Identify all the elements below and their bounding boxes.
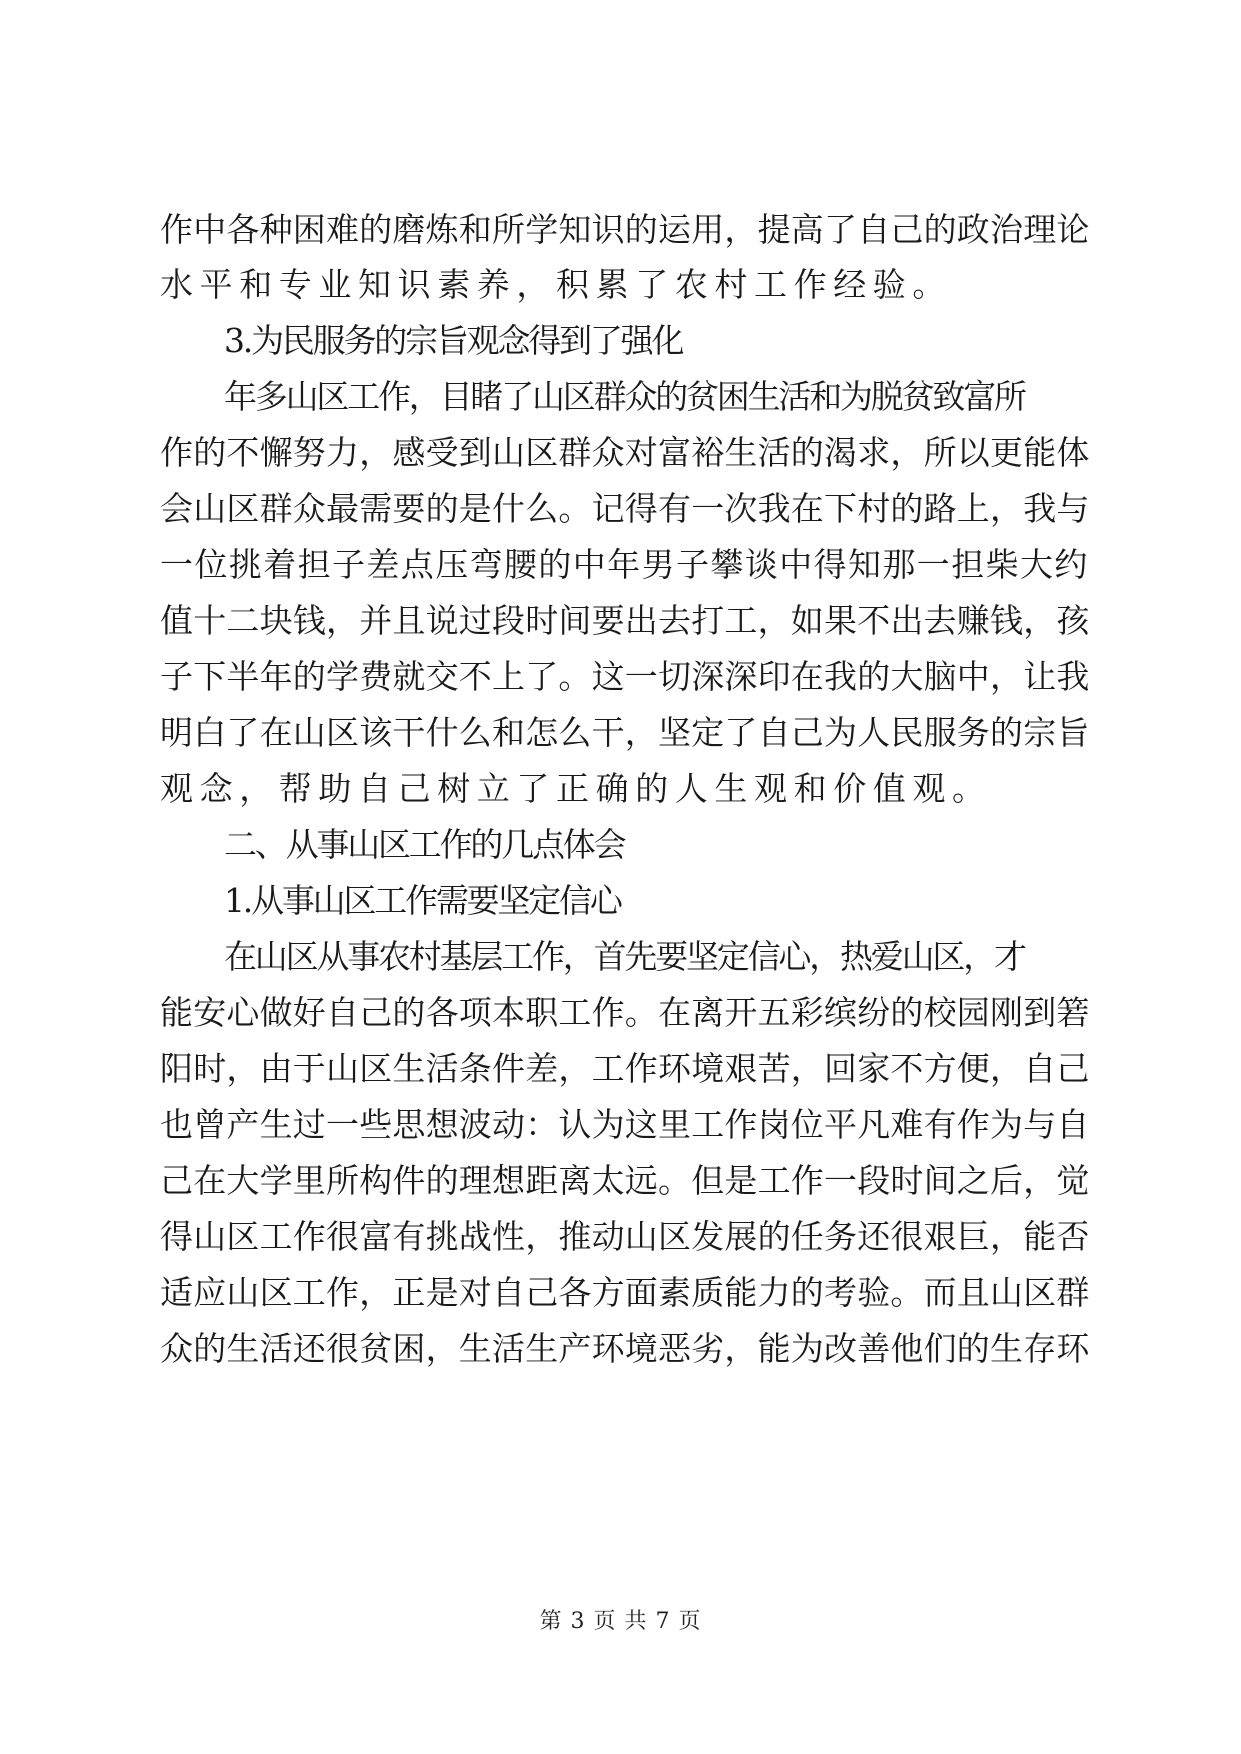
text-line: 子下半年的学费就交不上了。这一切深深印在我的大脑中，让我: [160, 657, 1090, 696]
page-number-footer: 第 3 页 共 7 页: [539, 1609, 702, 1634]
text-line: 水平和专业知识素养，积累了农村工作经验。: [160, 265, 952, 304]
section-subheading: 1.从事山区工作需要坚定信心: [224, 881, 621, 920]
text-line: 能安心做好自己的各项本职工作。在离开五彩缤纷的校园刚到箬: [160, 993, 1090, 1032]
text-line: 己在大学里所构件的理想距离太远。但是工作一段时间之后，觉: [160, 1161, 1090, 1200]
text-line: 也曾产生过一些思想波动：认为这里工作岗位平凡难有作为与自: [160, 1105, 1090, 1144]
text-line: 在山区从事农村基层工作，首先要坚定信心，热爱山区，才: [224, 937, 1025, 976]
text-line: 作中各种困难的磨炼和所学知识的运用，提高了自己的政治理论: [160, 210, 1090, 249]
text-line: 一位挑着担子差点压弯腰的中年男子攀谈中得知那一担柴大约: [160, 545, 1089, 584]
text-line: 会山区群众最需要的是什么。记得有一次我在下村的路上，我与: [160, 489, 1090, 528]
text-line: 观念，帮助自己树立了正确的人生观和价值观。: [160, 769, 992, 808]
text-line: 适应山区工作，正是对自己各方面素质能力的考验。而且山区群: [160, 1273, 1090, 1312]
text-line: 众的生活还很贫困，生活生产环境恶劣，能为改善他们的生存环: [160, 1329, 1090, 1368]
section-heading: 二、从事山区工作的几点体会: [224, 825, 625, 864]
section-subheading: 3.为民服务的宗旨观念得到了强化: [224, 321, 683, 360]
text-line: 作的不懈努力，感受到山区群众对富裕生活的渴求，所以更能体: [160, 433, 1090, 472]
text-line: 年多山区工作，目睹了山区群众的贫困生活和为脱贫致富所: [224, 377, 1025, 416]
text-line: 阳时，由于山区生活条件差，工作环境艰苦，回家不方便，自己: [160, 1049, 1090, 1088]
text-line: 值十二块钱，并且说过段时间要出去打工，如果不出去赚钱，孩: [160, 601, 1090, 640]
text-line: 明白了在山区该干什么和怎么干，坚定了自己为人民服务的宗旨: [160, 713, 1090, 752]
text-line: 得山区工作很富有挑战性，推动山区发展的任务还很艰巨，能否: [160, 1217, 1090, 1256]
